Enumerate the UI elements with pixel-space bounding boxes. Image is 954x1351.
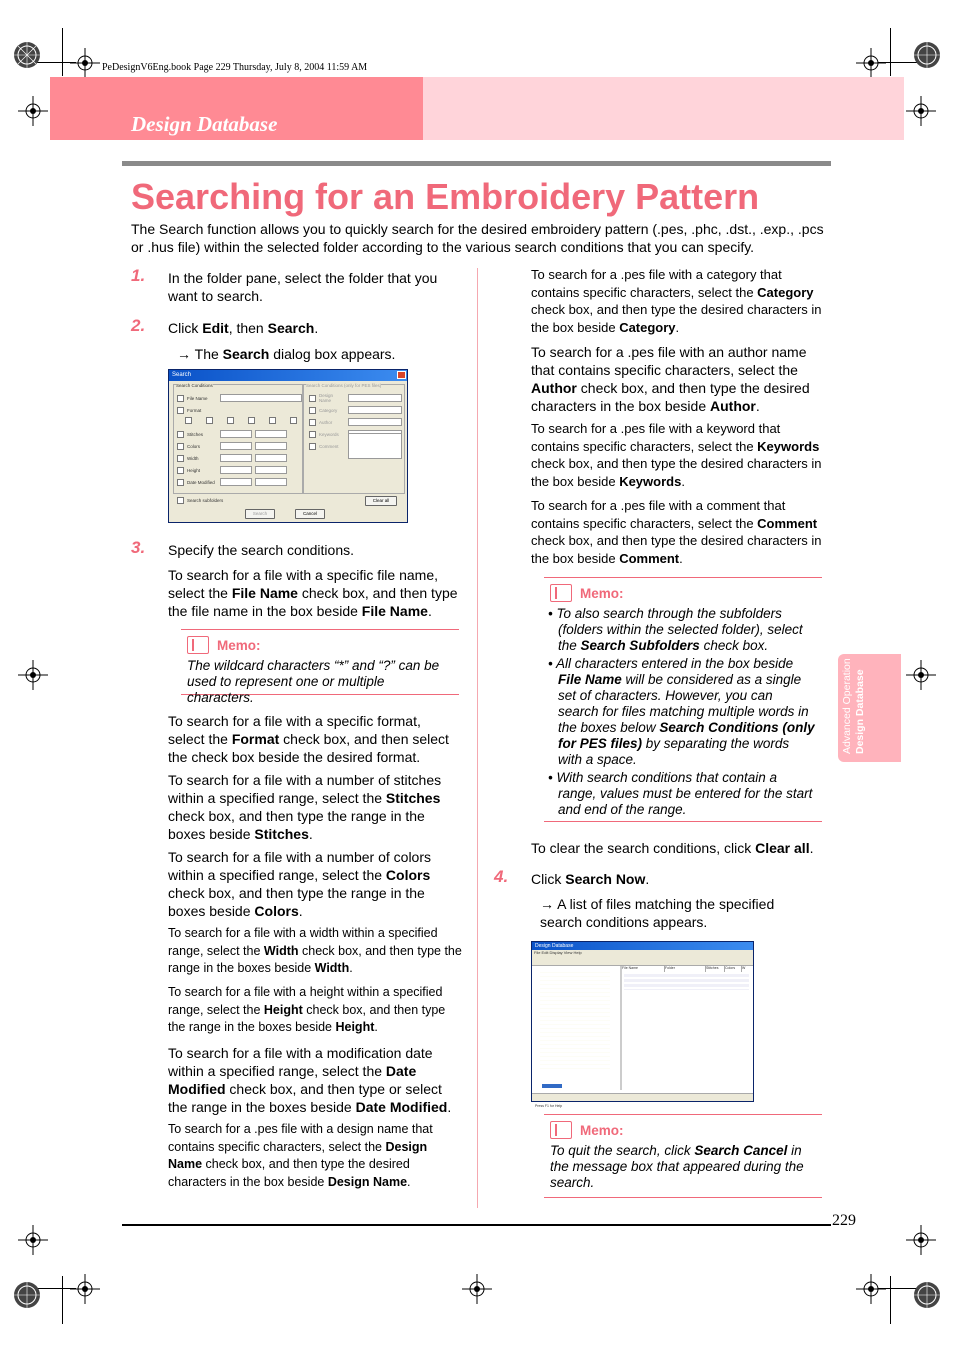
field-row — [177, 406, 201, 414]
checkbox — [177, 467, 184, 474]
stitches-paragraph: To search for a file with a number of stitches within a specified range, select the Stitches check box, and then type the range in the boxes beside Stitches. — [168, 772, 442, 842]
registration-wheel-icon — [912, 1280, 942, 1310]
text-box — [348, 394, 402, 402]
chapter-section: Design Database — [854, 669, 866, 754]
checkbox — [206, 417, 213, 424]
tree-items — [540, 969, 610, 1069]
memo-header — [550, 1121, 822, 1139]
close-icon — [397, 371, 406, 379]
modified-paragraph: To search for a file with a modification date within a specified range, select the Date Modified check box, and then type or select the range in the boxes beside Date Modified. — [168, 1045, 452, 1115]
registration-wheel-icon — [12, 1280, 42, 1310]
field-label: Stitches — [187, 431, 204, 437]
checkbox — [290, 417, 297, 424]
memo-label: Memo: — [580, 1122, 624, 1138]
colors-paragraph: To search for a file with a number of colors within a specified range, select the Colors check box, and then type the range in the boxes beside Colors. — [168, 849, 432, 919]
crop-mark — [890, 28, 891, 76]
checkbox — [177, 455, 184, 462]
field-label: Category — [319, 407, 338, 413]
selected-folder — [542, 1084, 562, 1088]
memo-text: To quit the search, click Search Cancel in the message box that appeared during the search. — [550, 1143, 804, 1190]
crop-mark — [890, 1276, 891, 1324]
crosshair-icon — [906, 96, 936, 126]
author-paragraph: To search for a .pes file with an author name that contains specific characters, select the Author check box, and then type the desired characters in the box beside Author. — [531, 344, 810, 414]
toolbar — [532, 956, 753, 966]
page-title: Searching for an Embroidery Pattern — [131, 176, 760, 217]
memo-box — [544, 577, 822, 822]
memo-list — [548, 606, 816, 818]
book-info: PeDesignV6Eng.book Page 229 Thursday, July 8, 2004 11:59 AM — [102, 62, 368, 73]
chapter-tab-label — [841, 654, 867, 754]
clear-paragraph: To clear the search conditions, click Clear all. — [531, 840, 814, 856]
cancel-button: Cancel — [295, 509, 325, 519]
step-2-result: → The Search dialog box appears. — [177, 346, 396, 362]
text-box — [220, 454, 252, 462]
field-label: File Name — [187, 395, 208, 401]
checkbox — [269, 417, 276, 424]
field-label: Width — [187, 455, 199, 461]
file-list-header — [622, 966, 753, 972]
checkbox — [177, 497, 184, 504]
field-row — [177, 478, 287, 486]
field-row — [177, 454, 287, 462]
file-list-rows — [624, 974, 749, 990]
comment-paragraph: To search for a .pes file with a comment that contains specific characters, select the Comment check box, and then type the desired characters in the box beside Comment. — [531, 498, 822, 566]
section-banner-light — [423, 77, 904, 140]
memo-book-icon — [550, 584, 572, 602]
status-text: Press F1 for Help — [535, 1104, 563, 1108]
memo-text: The wildcard characters “*” and “?” can be used to represent one or multiple characters. — [187, 658, 440, 705]
text-box — [220, 430, 252, 438]
window-titlebar — [532, 942, 753, 950]
registration-wheel-icon — [12, 40, 42, 70]
checkbox — [177, 431, 184, 438]
pes-field-row — [309, 418, 402, 426]
page-number: 229 — [832, 1212, 856, 1229]
checkbox — [177, 395, 184, 402]
crosshair-icon — [18, 1225, 48, 1255]
crosshair-icon — [462, 1274, 492, 1304]
memo-header — [550, 584, 822, 602]
column-divider — [477, 268, 478, 1208]
designname-paragraph: To search for a .pes file with a design name that contains specific characters, select the Design Name check box, and then type the desired characters in the box beside Design Name. — [168, 1122, 433, 1189]
chapter-name: Advanced Operation — [841, 658, 853, 754]
checkbox — [309, 431, 316, 438]
field-row — [177, 442, 287, 450]
window-title: Design Database — [535, 943, 574, 949]
step-number: 1. — [131, 266, 146, 285]
field-label: Colors — [187, 443, 201, 449]
search-button: Search — [245, 509, 275, 519]
folder-tree — [532, 966, 622, 1090]
text-box — [220, 394, 302, 402]
crosshair-icon — [18, 96, 48, 126]
column-header: Colors — [725, 966, 742, 972]
text-box — [348, 406, 402, 414]
field-label: Height — [187, 467, 201, 473]
crop-mark — [62, 1276, 63, 1324]
field-label: Format — [187, 407, 202, 413]
step-number: 4. — [494, 867, 509, 886]
text-box — [255, 442, 287, 450]
height-paragraph: To search for a file with a height within a specified range, select the Height check box, and then type the range in the boxes beside Height. — [168, 985, 446, 1034]
dialog-titlebar — [169, 370, 407, 381]
text-box — [255, 466, 287, 474]
checkbox — [177, 407, 184, 414]
crosshair-icon — [856, 48, 886, 78]
memo-book-icon — [550, 1121, 572, 1139]
crosshair-icon — [856, 1274, 886, 1304]
text-box — [255, 478, 287, 486]
checkbox — [248, 417, 255, 424]
search-dialog-screenshot — [168, 369, 408, 523]
intro-paragraph: The Search function allows you to quickly search for the desired embroidery pattern (.pes, .phc, .dst., .exp., .pcs or .hus file) within the selected folder according to the various search conditions that you can specify. — [131, 221, 824, 255]
field-label: Search subfolders — [187, 497, 224, 503]
format-paragraph: To search for a file with a specific format, select the Format check box, and then select the check box beside the desired format. — [168, 713, 449, 765]
checkbox — [185, 417, 192, 424]
memo-item: • All characters entered in the box beside File Name will be considered as a single set of characters. However, you can search for files matching multiple words in the boxes below Search Conditions (only for PES files) by separating the words with a space. — [548, 656, 815, 767]
memo-label: Memo: — [580, 585, 624, 601]
text-box — [220, 478, 252, 486]
pes-field-row — [309, 394, 402, 402]
checkbox — [177, 443, 184, 450]
memo-item: • To also search through the subfolders (folders within the selected folder), select the Search Subfolders check box. — [548, 606, 803, 653]
step-number: 2. — [131, 316, 146, 335]
subfolders-row — [177, 496, 223, 504]
checkbox — [309, 443, 316, 450]
dialog-title: Search — [172, 372, 192, 378]
text-box — [348, 418, 402, 426]
checkbox — [177, 479, 184, 486]
group-label: Search Conditions (only for PES files) — [306, 383, 382, 388]
field-label: Comment — [319, 443, 339, 449]
text-box — [220, 466, 252, 474]
step-1-text: In the folder pane, select the folder that you want to search. — [168, 270, 438, 304]
pes-field-row — [309, 442, 402, 450]
column-header: W — [742, 966, 746, 970]
text-box — [255, 454, 287, 462]
crop-mark — [62, 28, 63, 76]
field-row — [177, 466, 287, 474]
crosshair-icon — [906, 1225, 936, 1255]
field-label: Keywords — [319, 431, 339, 437]
column-header: File Name — [622, 966, 665, 972]
text-box — [220, 442, 252, 450]
crosshair-icon — [70, 48, 100, 78]
memo-header — [187, 636, 459, 654]
memo-book-icon — [187, 636, 209, 654]
crosshair-icon — [18, 660, 48, 690]
footer-rule — [122, 1224, 831, 1226]
filename-paragraph: To search for a file with a specific file name, select the File Name check box, and then type the file name in the box beside File Name. — [168, 567, 458, 619]
crosshair-icon — [70, 1274, 100, 1304]
pes-field-row — [309, 406, 402, 414]
column-header: Folder — [665, 966, 706, 972]
step-4-text: Click Search Now. — [531, 871, 650, 887]
field-row — [177, 430, 287, 438]
crosshair-icon — [906, 660, 936, 690]
checkbox — [309, 419, 316, 426]
checkbox — [309, 407, 316, 414]
clear-all-button: Clear all — [365, 496, 397, 506]
memo-item: • With search conditions that contain a range, values must be entered for the start and end of the range. — [548, 770, 813, 817]
step-2-text: Click Edit, then Search. — [168, 320, 319, 336]
memo-box — [544, 1114, 822, 1198]
step-4-result: → A list of files matching the specified search conditions appears. — [540, 896, 775, 930]
step-number: 3. — [131, 538, 146, 557]
field-label: Date Modified — [187, 479, 215, 485]
step-3-text: Specify the search conditions. — [168, 542, 354, 558]
group-label: Search Conditions — [176, 383, 213, 388]
title-rule — [122, 161, 831, 166]
memo-label: Memo: — [217, 637, 261, 653]
memo-box — [181, 629, 459, 705]
keywords-paragraph: To search for a .pes file with a keyword that contains specific characters, select the Keywords check box, and then type the desired characters in the box beside Keywords. — [531, 421, 822, 489]
registration-wheel-icon — [912, 40, 942, 70]
text-box — [255, 430, 287, 438]
section-title: Design Database — [131, 112, 278, 136]
field-row — [177, 394, 302, 402]
width-paragraph: To search for a file with a width within a specified range, select the Width check box, and then type the range in the boxes beside Width. — [168, 926, 462, 975]
checkbox — [309, 395, 316, 402]
field-label: Author — [319, 419, 333, 425]
menu-bar: File Edit Display View Help — [532, 950, 753, 956]
checkbox — [227, 417, 234, 424]
format-checkboxes — [185, 416, 297, 424]
design-database-screenshot — [531, 941, 754, 1108]
category-paragraph: To search for a .pes file with a category that contains specific characters, select the Category check box, and then type the desired characters in the box beside Category. — [531, 267, 822, 335]
column-header: Stitches — [706, 966, 725, 972]
field-label: Design Name — [319, 393, 334, 403]
text-area — [348, 433, 402, 459]
status-bar — [532, 1093, 753, 1108]
